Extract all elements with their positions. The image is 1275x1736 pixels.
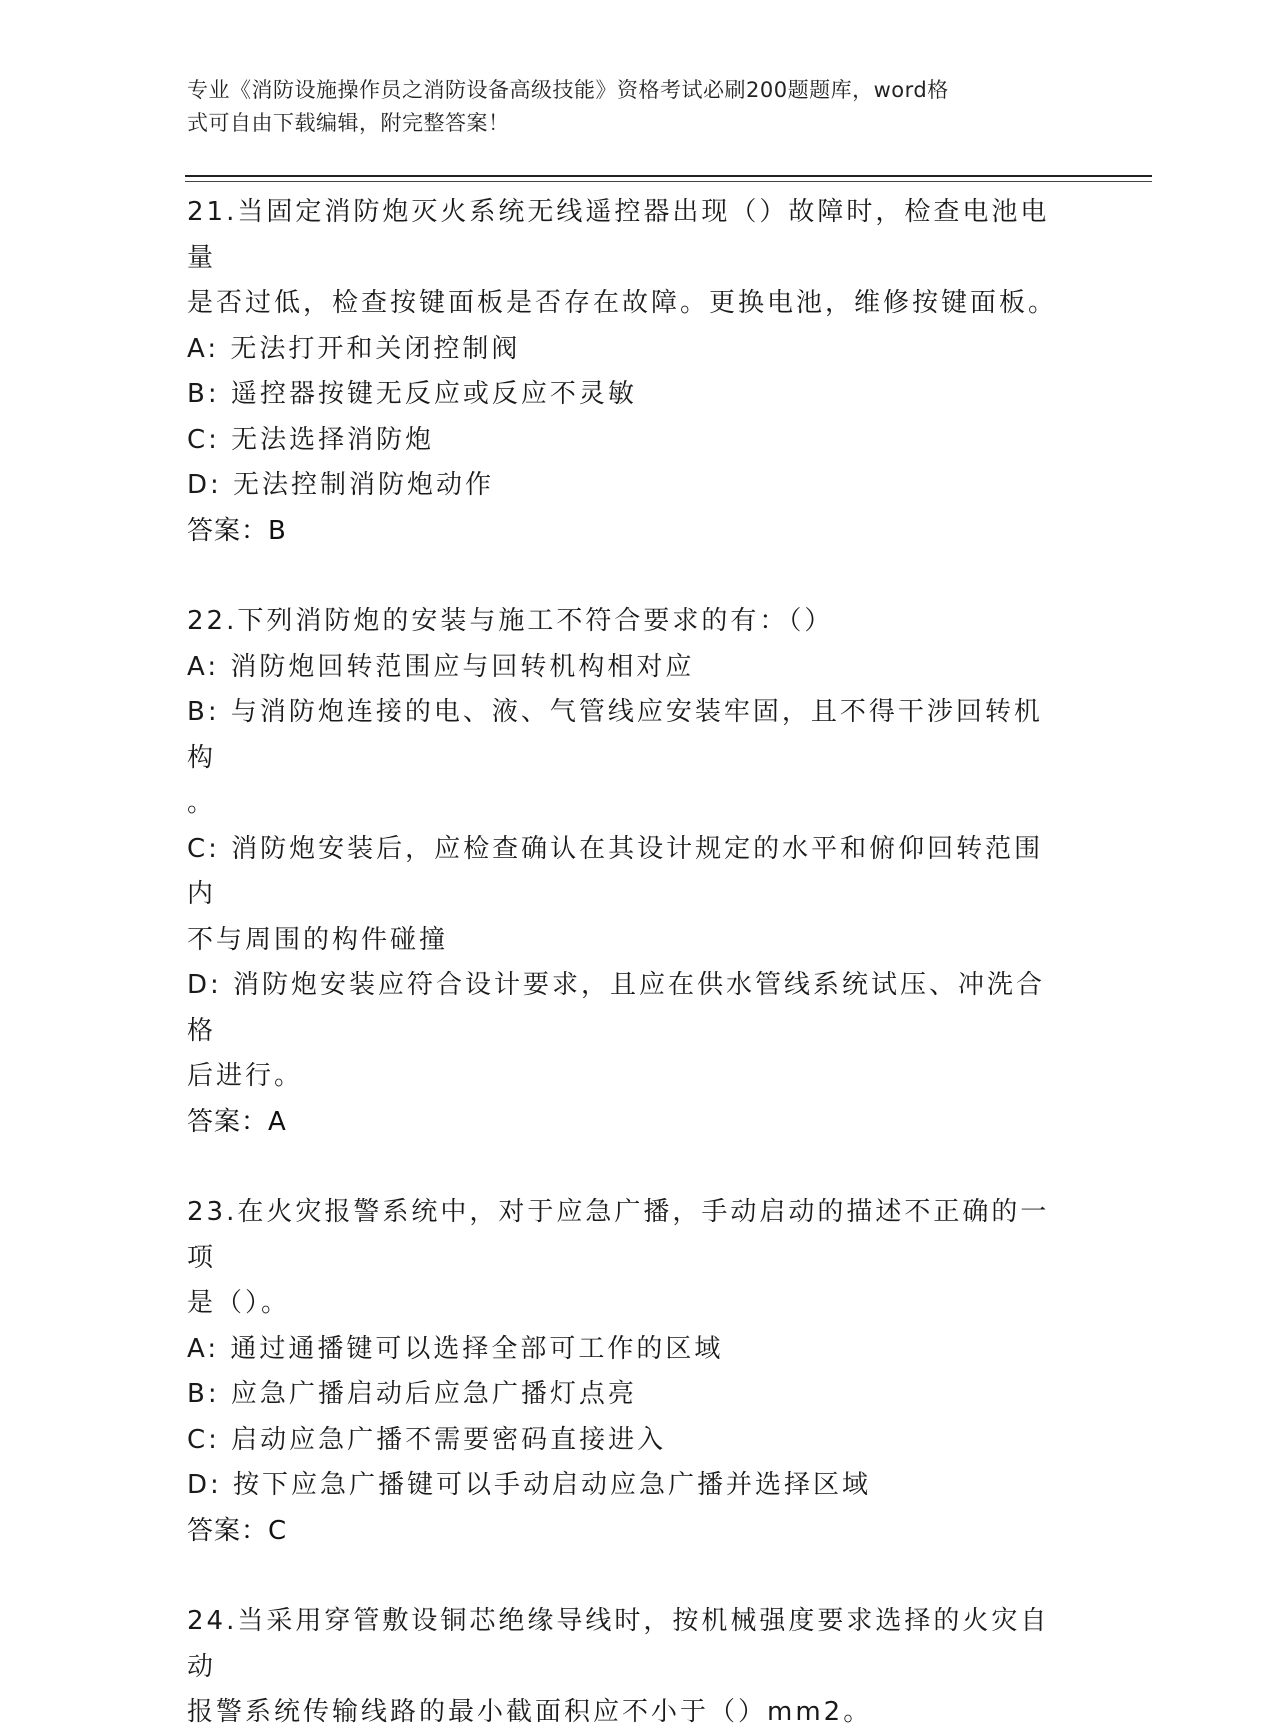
question-23-answer: 答案：C — [187, 1515, 288, 1546]
question-21-option-c: C: 无法选择消防炮 — [187, 424, 435, 455]
question-22-option-b-line-2: 。 — [187, 788, 217, 818]
question-22-answer: 答案：A — [187, 1106, 287, 1137]
question-24 — [187, 1599, 1067, 1736]
question-23 — [187, 1190, 1067, 1554]
question-21 — [187, 190, 1067, 554]
question-spacer — [187, 1145, 1067, 1190]
document-header — [187, 74, 1057, 140]
question-23-stem-line-2: 是（）。 — [187, 1288, 291, 1318]
question-21-option-a: A: 无法打开和关闭控制阀 — [187, 333, 521, 364]
header-divider-thick — [185, 175, 1152, 177]
question-21-option-b: B: 遥控器按键无反应或反应不灵敏 — [187, 379, 637, 409]
question-list — [187, 190, 1067, 1736]
question-23-stem-line-1: 23.在火灾报警系统中，对于应急广播，手动启动的描述不正确的一项 — [187, 1197, 1050, 1273]
question-21-stem-line-2: 是否过低，检查按键面板是否存在故障。更换电池，维修按键面板。 — [187, 288, 1058, 318]
question-22-option-c-line-1: C: 消防炮安装后，应检查确认在其设计规定的水平和俯仰回转范围内 — [187, 833, 1044, 909]
question-21-answer: 答案：B — [187, 515, 287, 546]
question-23-option-b: B: 应急广播启动后应急广播灯点亮 — [187, 1379, 637, 1409]
question-21-stem-line-1: 21.当固定消防炮灭火系统无线遥控器出现（）故障时，检查电池电量 — [187, 197, 1050, 273]
question-24-stem-line-2: 报警系统传输线路的最小截面积应不小于（）mm2。 — [187, 1697, 873, 1727]
question-23-option-a: A: 通过通播键可以选择全部可工作的区域 — [187, 1333, 724, 1364]
question-23-option-c: C: 启动应急广播不需要密码直接进入 — [187, 1424, 667, 1455]
question-23-option-d: D: 按下应急广播键可以手动启动应急广播并选择区域 — [187, 1470, 872, 1500]
header-line-2: 式可自由下载编辑，附完整答案！ — [187, 111, 510, 135]
header-line-1: 专业《消防设施操作员之消防设备高级技能》资格考试必刷200题题库，word格 — [187, 78, 949, 102]
question-22-option-b-line-1: B: 与消防炮连接的电、液、气管线应安装牢固，且不得干涉回转机构 — [187, 697, 1043, 773]
question-21-option-d: D: 无法控制消防炮动作 — [187, 470, 495, 500]
question-spacer — [187, 1554, 1067, 1599]
header-divider-thin — [185, 181, 1152, 182]
question-22-option-c-line-2: 不与周围的构件碰撞 — [187, 924, 449, 955]
question-22-option-a: A: 消防炮回转范围应与回转机构相对应 — [187, 651, 695, 682]
question-spacer — [187, 554, 1067, 599]
question-22-option-d-line-1: D: 消防炮安装应符合设计要求，且应在供水管线系统试压、冲洗合格 — [187, 970, 1046, 1046]
question-24-stem-line-1: 24.当采用穿管敷设铜芯绝缘导线时，按机械强度要求选择的火灾自动 — [187, 1606, 1050, 1682]
question-22-stem: 22.下列消防炮的安装与施工不符合要求的有：（） — [187, 606, 834, 636]
question-22-option-d-line-2: 后进行。 — [187, 1061, 304, 1091]
question-22 — [187, 599, 1067, 1145]
